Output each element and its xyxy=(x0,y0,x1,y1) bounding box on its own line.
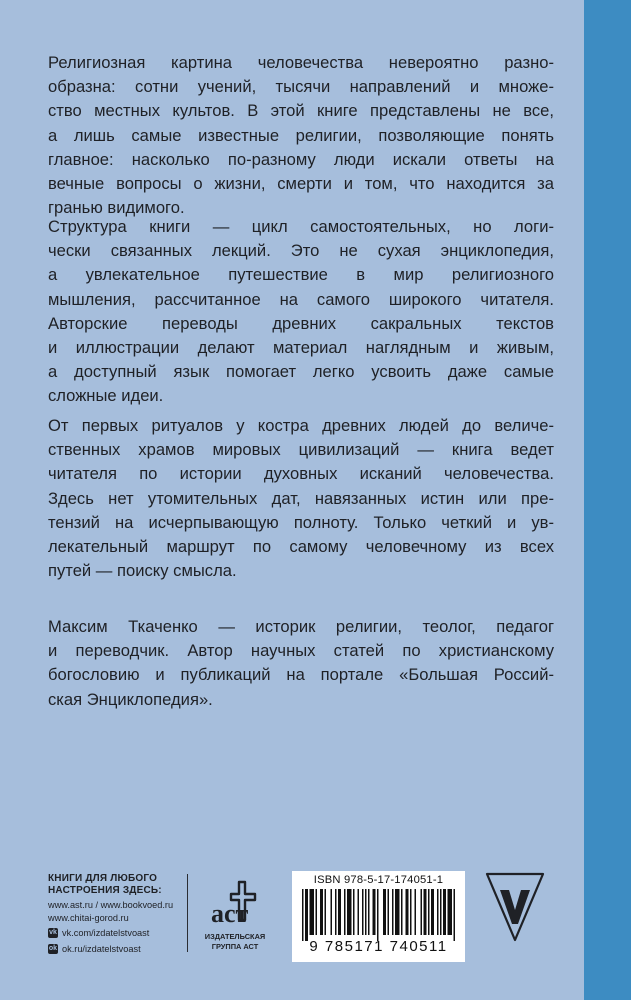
publisher-caption-line: ГРУППА АСТ xyxy=(211,942,259,951)
vk-icon: vk xyxy=(49,929,57,937)
text-line: ственных храмов мировых цивилизаций — книга ведет xyxy=(48,440,554,460)
website-link[interactable]: www.chitai-gorod.ru xyxy=(48,912,129,923)
barcode-bar xyxy=(424,889,427,935)
barcode-bar xyxy=(347,889,352,935)
text-line: а лишь самые известные религии, позволяющие понять xyxy=(48,125,554,145)
contacts-heading xyxy=(48,873,208,897)
barcode-bar xyxy=(310,889,315,935)
text-line: сложные идеи. xyxy=(48,386,164,406)
text-line: а доступный язык помогает легко усвоить даже самые xyxy=(48,362,554,382)
barcode-bar xyxy=(415,889,417,935)
barcode-bar xyxy=(365,889,367,935)
publisher-caption xyxy=(197,932,273,952)
barcode-digits: 9 785171 740511 xyxy=(309,938,448,955)
publisher-caption-line: ИЗДАТЕЛЬСКАЯ xyxy=(204,932,266,941)
social-link-text: ok.ru/izdatelstvoast xyxy=(62,943,141,954)
text-line: чески связанных лекций. Это не сухая энциклопедия, xyxy=(48,241,554,261)
barcode-bar xyxy=(362,889,364,935)
text-line: читателя по истории духовных исканий человечества. xyxy=(48,464,554,484)
barcode-bar xyxy=(358,889,360,935)
v-triangle-logo-icon xyxy=(484,868,546,946)
barcode-bar xyxy=(383,889,386,935)
barcode-bar xyxy=(406,889,409,935)
description-paragraph-3 xyxy=(48,414,554,583)
barcode-bar xyxy=(305,889,308,941)
text-line: Здесь нет утомительных дат, навязанных истин или пре- xyxy=(48,488,554,508)
text-line: Максим Ткаченко — историк религии, теолог, педагог xyxy=(48,617,554,636)
barcode-bar xyxy=(325,889,327,935)
barcode-bar xyxy=(338,889,341,935)
barcode-bar xyxy=(331,889,333,935)
barcode-bar xyxy=(302,889,304,941)
barcode-bar xyxy=(428,889,430,935)
social-vk[interactable] xyxy=(48,927,208,940)
text-line: тензий на исчерпывающую полноту. Только четкий и ув- xyxy=(48,512,554,532)
text-line: а увлекательное путешествие в мир религиозного xyxy=(48,265,554,285)
text-line: главное: насколько по-разному люди искали ответы на xyxy=(48,149,554,169)
barcode-bar xyxy=(401,889,403,935)
contacts-heading-line: НАСТРОЕНИЯ ЗДЕСЬ: xyxy=(48,885,162,896)
description-paragraph-2 xyxy=(48,215,554,409)
barcode-bar xyxy=(431,889,434,935)
text-line: путей — поиску смысла. xyxy=(48,561,237,581)
barcode-bar xyxy=(320,889,323,935)
text-line: Авторские переводы древних сакральных текстов xyxy=(48,313,554,333)
text-line: От первых ритуалов у костра древних людей до величе- xyxy=(48,416,554,435)
isbn-label: ISBN 978-5-17-174051-1 xyxy=(313,874,444,886)
text-line: и иллюстрации делают материал наглядным и живым, xyxy=(48,338,554,358)
barcode-bar xyxy=(335,889,337,935)
logo-wordmark: аст xyxy=(211,899,249,928)
ok-icon: ok xyxy=(48,944,58,952)
publisher-contacts xyxy=(48,873,208,955)
barcode-bar xyxy=(410,889,412,935)
social-ok[interactable] xyxy=(48,943,208,956)
text-line: образна: сотни учений, тысячи направлений и множе- xyxy=(48,77,554,97)
text-line: ство местных культов. В этой книге представлены не все, xyxy=(48,101,554,121)
text-line: гранью видимого. xyxy=(48,198,185,218)
text-line: вечные вопросы о жизни, смерти и том, что находится за xyxy=(48,174,554,194)
description-paragraph-1 xyxy=(48,51,554,220)
barcode-bar xyxy=(395,889,400,935)
barcode-bar xyxy=(316,889,318,935)
barcode-bar xyxy=(353,889,355,935)
text-line: ская Энциклопедия». xyxy=(48,689,213,709)
text-line: лекательный маршрут по самому человечному из всех xyxy=(48,537,554,557)
barcode-bar xyxy=(443,889,446,935)
barcode-bar xyxy=(454,889,456,941)
isbn-barcode-box xyxy=(292,871,465,962)
barcode-bar xyxy=(421,889,423,935)
barcode-bar xyxy=(448,889,453,935)
footer-divider xyxy=(187,874,188,952)
author-bio xyxy=(48,615,554,712)
text-line: мышления, рассчитанное на самого широкого читателя. xyxy=(48,289,554,309)
barcode-bar xyxy=(368,889,370,935)
barcode-bar xyxy=(392,889,394,935)
contacts-heading-line: КНИГИ ДЛЯ ЛЮБОГО xyxy=(48,873,158,884)
text-line: и переводчик. Автор научных статей по христианскому xyxy=(48,641,554,661)
barcode-bar xyxy=(344,889,346,935)
barcode-bar xyxy=(377,889,379,941)
barcode-bar xyxy=(440,889,442,935)
website-link[interactable]: www.ast.ru / www.bookvoed.ru xyxy=(48,900,174,910)
barcode-icon xyxy=(300,889,457,941)
barcode-bar xyxy=(388,889,390,935)
text-line: Структура книги — цикл самостоятельных, но логи- xyxy=(48,217,554,236)
text-line: богословию и публикаций на портале «Большая Россий- xyxy=(48,665,554,685)
text-line: Религиозная картина человечества невероятно разно- xyxy=(48,53,554,72)
social-link-text: vk.com/izdatelstvoast xyxy=(62,928,150,938)
spine-stripe xyxy=(584,0,631,1000)
barcode-bar xyxy=(437,889,439,935)
barcode-bar xyxy=(373,889,376,935)
